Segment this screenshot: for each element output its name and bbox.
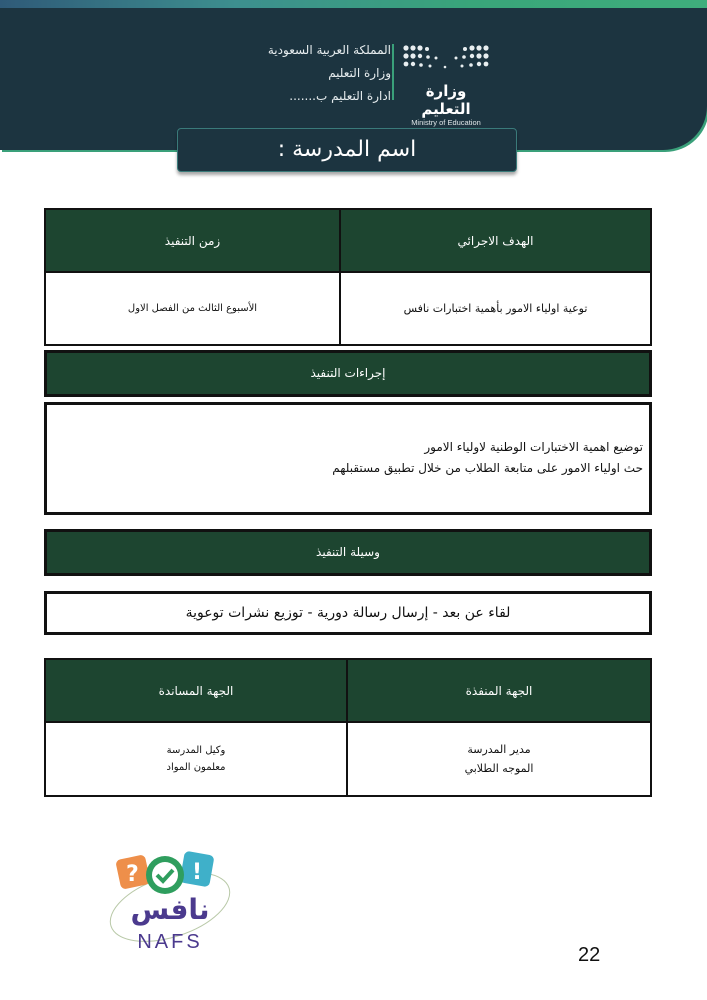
time-header: زمن التنفيذ <box>45 209 340 272</box>
supporting-header: الجهة المساندة <box>45 659 347 722</box>
supporting-cell <box>45 722 347 796</box>
page-number: 22 <box>578 944 601 966</box>
procedures-box <box>44 402 652 515</box>
nafs-logo <box>100 845 240 957</box>
parties-table <box>44 658 652 797</box>
means-box <box>44 591 652 635</box>
executing-item: الموجه الطلابي <box>464 762 534 775</box>
logo-english-text: Ministry of Education <box>411 118 481 127</box>
school-name-field: اسم المدرسة : <box>177 128 517 172</box>
procedures-title: إجراءات التنفيذ <box>44 350 652 397</box>
logo-arabic-text: وزارة التعليم <box>421 82 471 118</box>
time-value: الأسبوع الثالث من الفصل الاول <box>45 272 340 345</box>
procedure-line: حث اولياء الامور على متابعة الطلاب من خلال تطبيق مستقبلهم <box>332 461 643 475</box>
executing-item: مدير المدرسة <box>467 743 531 756</box>
nafs-arabic: نافس <box>130 893 210 926</box>
executing-header: الجهة المنفذة <box>347 659 651 722</box>
administration-text: ادارة التعليم ب....... <box>289 89 391 103</box>
objective-header: الهدف الاجرائي <box>340 209 651 272</box>
means-text: لقاء عن بعد - إرسال رسالة دورية - توزيع نشرات توعوية <box>185 605 511 621</box>
ministry-text: وزارة التعليم <box>328 66 391 80</box>
plan-table <box>44 208 652 346</box>
header-divider <box>392 44 394 100</box>
ministry-dots-icon <box>400 42 492 78</box>
svg-text:?: ? <box>126 862 139 887</box>
header-gradient-strip <box>0 0 707 8</box>
kingdom-text: المملكة العربية السعودية <box>267 43 391 57</box>
nafs-english: NAFS <box>137 931 203 953</box>
supporting-item: معلمون المواد <box>166 762 226 773</box>
executing-cell <box>347 722 651 796</box>
svg-text:!: ! <box>192 860 203 885</box>
ministry-logo <box>400 42 492 127</box>
procedure-line: توضيع اهمية الاختبارات الوطنية لاولياء الامور <box>424 440 643 454</box>
objective-value: توعية اولياء الامور بأهمية اختبارات نافس <box>340 272 651 345</box>
supporting-item: وكيل المدرسة <box>166 745 226 756</box>
means-title: وسيلة التنفيذ <box>44 529 652 576</box>
